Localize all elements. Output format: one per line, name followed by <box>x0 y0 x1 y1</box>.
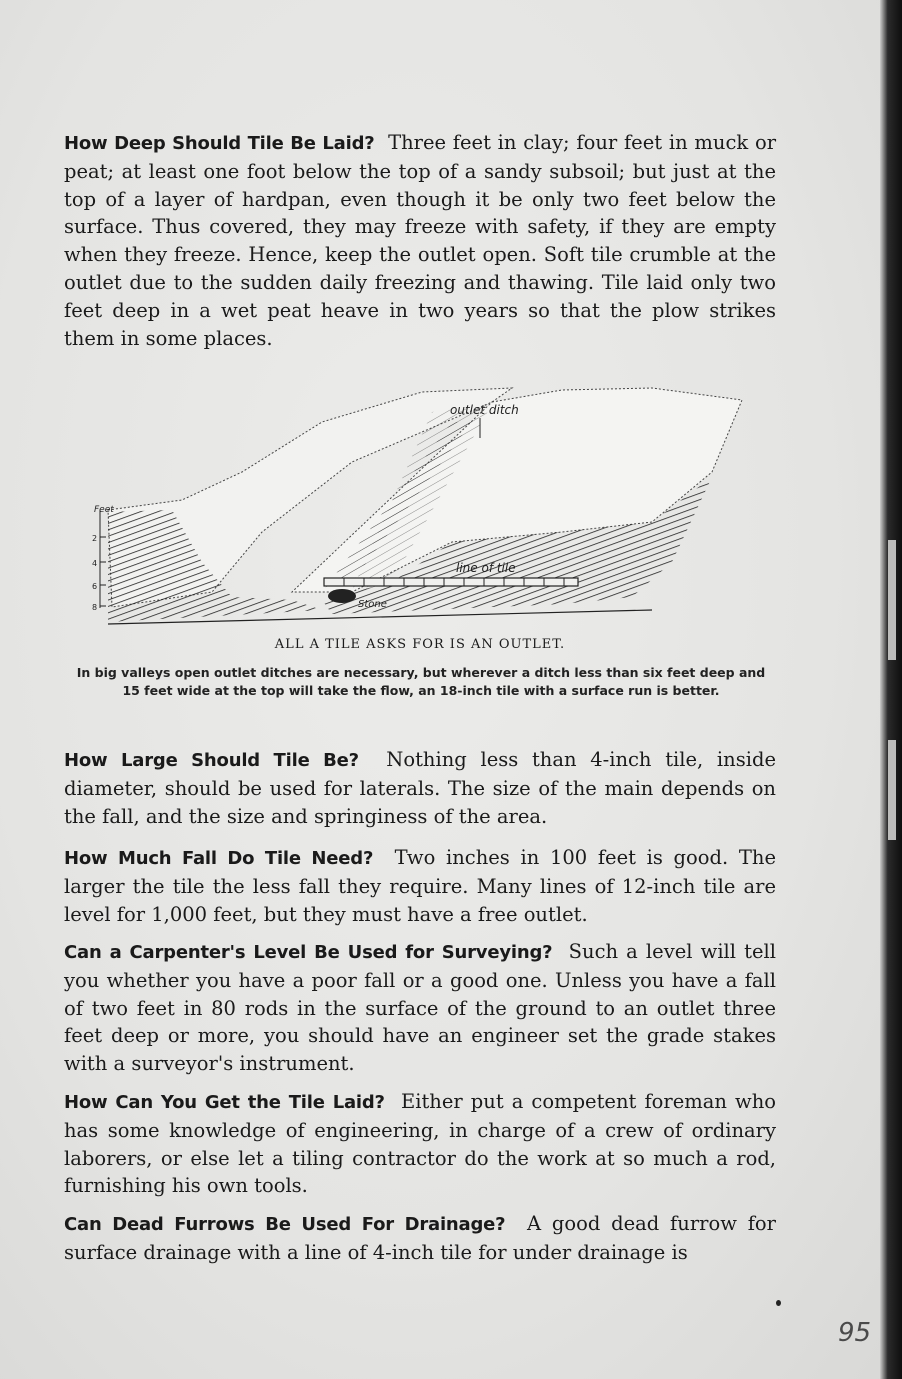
scale-tick-label: 2 <box>92 534 98 543</box>
ink-dot <box>776 1300 781 1306</box>
outlet-ditch-label: outlet ditch <box>450 403 519 417</box>
stone-label: Stone <box>358 599 387 610</box>
paragraph-tile-laying <box>64 1088 776 1200</box>
answer-text: A good dead furrow for surface drainage with a line of 4-inch tile for under drainage is <box>64 1212 776 1264</box>
question-heading: How Can You Get the Tile Laid? <box>64 1092 385 1113</box>
paragraph-tile-fall <box>64 844 776 928</box>
line-of-tile-label: line of tile <box>456 561 516 575</box>
paragraph-tile-size <box>64 746 776 830</box>
question-heading: Can Dead Furrows Be Used For Drainage? <box>64 1214 506 1235</box>
spine-bleed-mark <box>888 740 896 840</box>
stone-pile <box>328 589 356 603</box>
question-heading: Can a Carpenter's Level Be Used for Surveying? <box>64 942 553 963</box>
answer-text: Either put a competent foreman who has some knowledge of engineering, in charge of a crew of ordinary laborers, or else let a tiling contractor do the work at so much a rod, furnishing his own tools. <box>64 1090 777 1198</box>
paragraph-tile-depth <box>64 129 776 352</box>
spine-bleed-mark <box>888 540 896 660</box>
answer-text: Two inches in 100 feet is good. The larger the tile the less fall they require. Many lines of 12-inch tile are level for 1,000 feet, but they must have a free outlet. <box>64 846 776 926</box>
question-heading: How Deep Should Tile Be Laid? <box>64 133 375 154</box>
figure-caption-title: ALL A TILE ASKS FOR IS AN OUTLET. <box>274 637 566 652</box>
scale-tick-label: 6 <box>92 582 98 591</box>
paragraph-dead-furrows <box>64 1210 776 1267</box>
feet-scale-label: Feet <box>94 505 114 515</box>
book-spine <box>880 0 902 1379</box>
scale-tick-label: 8 <box>92 603 98 612</box>
figure-caption-body: In big valleys open outlet ditches are necessary, but wherever a ditch less than six feet deep and 15 feet wide at the top will take the flow, an 18-inch tile with a surface run is better. <box>76 665 766 698</box>
scale-tick-label: 4 <box>92 559 98 568</box>
paragraph-carpenters-level <box>64 938 776 1078</box>
question-heading: How Large Should Tile Be? <box>64 750 359 771</box>
answer-text: Three feet in clay; four feet in muck or peat; at least one foot below the top of a sandy subsoil; but just at the top of a layer of hardpan, even though it be only two feet below the surface. Thus covered, they may freeze with safety, if they are empty when they freeze. Hence, keep the outlet open. Soft tile crumble at the outlet due to the sudden daily freezing and thawing. Tile laid only two feet deep in a wet peat heave in two years so that the plow strikes them in some places. <box>64 131 777 350</box>
question-heading: How Much Fall Do Tile Need? <box>64 848 374 869</box>
outlet-ditch-illustration <box>92 382 772 637</box>
page-number: 95 <box>838 1318 872 1348</box>
answer-text: Nothing less than 4-inch tile, inside diameter, should be used for laterals. The size of the main depends on the fall, and the size and springiness of the area. <box>64 748 776 828</box>
answer-text: Such a level will tell you whether you have a poor fall or a good one. Unless you have a fall of two feet in 80 rods in the surface of the ground to an outlet three feet deep or more, you should have an engineer set the grade stakes with a surveyor's instrument. <box>64 940 776 1076</box>
